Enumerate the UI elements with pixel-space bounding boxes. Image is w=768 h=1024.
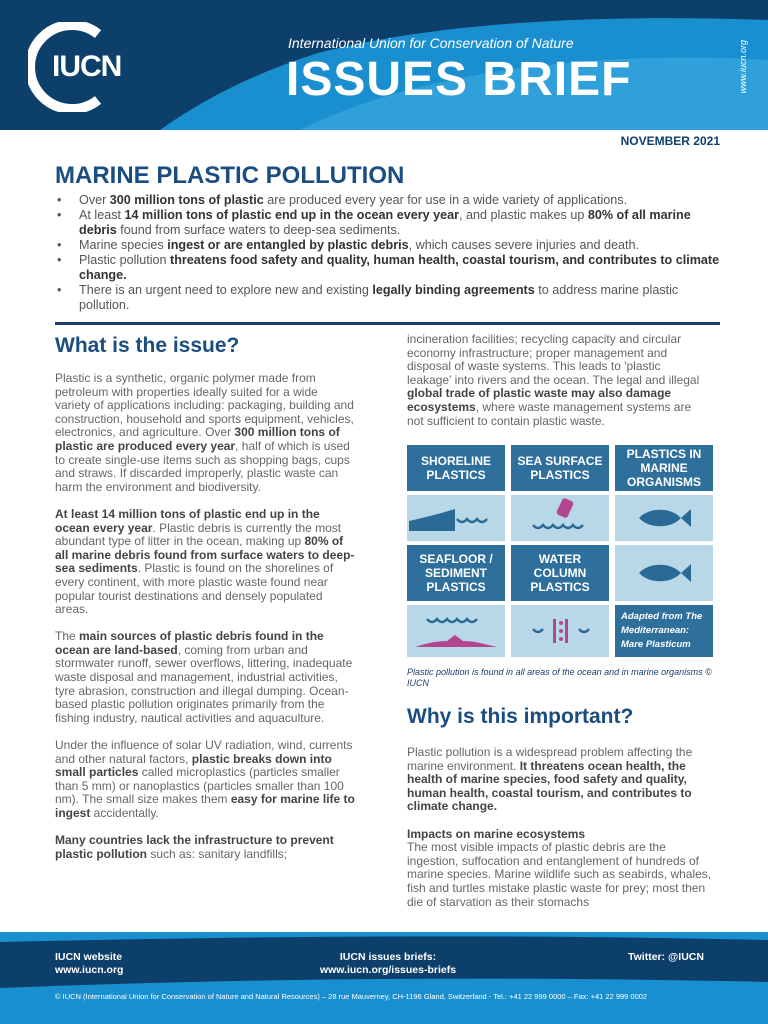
issue-paragraph: Plastic is a synthetic, organic polymer made from petroleum with properties ideally suited for a wide variety of applications including: packaging, building and construction, household and sports equipment, vehicles, electronics, and agriculture. Over 300 million tons of plastic are produced every year, half of which is used to create single-use items such as shopping bags, cups and straws. If discarded improperly, plastic waste can harm the environment and biodiversity. bbox=[55, 371, 354, 494]
label-sea-surface: SEA SURFACE PLASTICS bbox=[511, 445, 609, 491]
label-shoreline: SHORELINE PLASTICS bbox=[407, 445, 505, 491]
website-label: IUCN website bbox=[55, 951, 123, 963]
page-header bbox=[0, 0, 768, 130]
key-point: • Over 300 million tons of plastic are produced every year for use in a wide variety of applications. bbox=[55, 193, 720, 208]
twitter-link[interactable]: Twitter: @IUCN bbox=[628, 951, 704, 963]
organization-name: International Union for Conservation of Nature bbox=[288, 35, 574, 51]
infographic-caption: Plastic pollution is found in all areas of the ocean and in marine organisms © IUCN bbox=[407, 667, 712, 688]
issue-date: NOVEMBER 2021 bbox=[620, 134, 720, 148]
impacts-subheading: Impacts on marine ecosystems bbox=[407, 826, 586, 841]
label-seafloor: SEAFLOOR / SEDIMENT PLASTICS bbox=[407, 545, 505, 601]
issue-paragraph: Under the influence of solar UV radiation, wind, currents and other natural factors, plastic breaks down into small particles called microplastics (particles smaller than 5 mm) or nanoplastics (particles smaller than 100 nm). The small size makes them easy for marine life to ingest accidentally. bbox=[55, 738, 355, 820]
impacts-text: The most visible impacts of plastic debris are the ingestion, suffocation and entanglement of hundreds of marine species. Marine wildlife such as seabirds, whales, fish and turtles mistake plastic waste for prey; most then die of starvation as their stomachs bbox=[407, 840, 712, 909]
importance-intro: Plastic pollution is a widespread problem affecting the marine environment. It threatens ocean health, the health of marine species, food safety and quality, human health, coastal tourism, and contributes to climate change. bbox=[407, 745, 693, 814]
fish-icon bbox=[615, 495, 713, 541]
briefs-label: IUCN issues briefs: bbox=[339, 951, 437, 963]
key-point: • Plastic pollution threatens food safety and quality, human health, coastal tourism, and contributes to climate change. bbox=[55, 253, 720, 283]
page-footer bbox=[0, 932, 768, 1024]
key-point: • There is an urgent need to explore new and existing legally binding agreements to address marine plastic pollution. bbox=[55, 283, 720, 313]
footer-wave bbox=[0, 932, 768, 1024]
key-point: • At least 14 million tons of plastic end up in the ocean every year, and plastic makes up 80% of all marine debris found from surface waters to deep-sea sediments. bbox=[55, 208, 720, 238]
main-title: MARINE PLASTIC POLLUTION bbox=[55, 162, 405, 189]
issue-paragraph: At least 14 million tons of plastic end up in the ocean every year. Plastic debris is currently the most abundant type of litter in the ocean, making up 80% of all marine debris found from surface waters to deep-sea sediments. Plastic is found on the shorelines of every continent, with more plastic waste found near popular tourist destinations and densely populated areas. bbox=[55, 506, 355, 617]
briefs-link[interactable]: www.iucn.org/issues-briefs bbox=[319, 964, 457, 976]
issue-paragraph: Many countries lack the infrastructure to prevent plastic pollution such as: sanitary landfills; bbox=[55, 833, 334, 861]
image-credit: Adapted from The Mediterranean: Mare Plasticum bbox=[615, 605, 713, 657]
fish-icon bbox=[615, 545, 713, 601]
bottle-icon bbox=[511, 495, 609, 541]
right-column-text: incineration facilities; recycling capacity and circular economy infrastructure; proper management and disposal of waste systems. This leads to 'plastic leakage' into rivers and the ocean. The legal and illegal global trade of plastic waste may also damage ecosystems, where waste management systems are not sufficient to contain plastic waste. bbox=[407, 332, 700, 428]
shoreline-icon bbox=[407, 495, 505, 541]
briefs-block bbox=[308, 951, 468, 977]
website-link[interactable]: www.iucn.org bbox=[55, 964, 124, 976]
logo-text: IUCN bbox=[52, 50, 122, 83]
footer-address: © IUCN (International Union for Conservation of Nature and Natural Resources) – 28 rue Mauverney, CH-1196 Gland, Switzerland - Tel.: +41 22 999 0000 – Fax: +41 22 999 0002 bbox=[55, 992, 648, 1001]
importance-body bbox=[407, 746, 712, 909]
label-marine-organisms: PLASTICS IN MARINE ORGANISMS bbox=[615, 445, 713, 491]
issue-heading: What is the issue? bbox=[55, 334, 240, 357]
seafloor-icon bbox=[407, 605, 505, 657]
key-points-list bbox=[55, 193, 720, 313]
issue-body bbox=[55, 372, 355, 875]
brief-title: ISSUES BRIEF bbox=[286, 53, 632, 106]
side-url: www.iucn.org bbox=[738, 40, 748, 94]
plastic-locations-infographic bbox=[407, 445, 713, 657]
label-water-column: WATER COLUMN PLASTICS bbox=[511, 545, 609, 601]
particles-icon bbox=[511, 605, 609, 657]
issue-paragraph: The main sources of plastic debris found in the ocean are land-based, coming from urban and stormwater runoff, sewer overflows, littering, inadequate waste disposal and management, industrial activities, tyre abrasion, construction and illegal dumping. Ocean-based plastic pollution originates primarily from the fishing industry, nautical activities and aquaculture. bbox=[55, 629, 353, 725]
importance-heading: Why is this important? bbox=[407, 705, 634, 728]
key-point: • Marine species ingest or are entangled by plastic debris, which causes severe injuries and death. bbox=[55, 238, 720, 253]
website-block bbox=[55, 951, 123, 977]
section-divider bbox=[55, 322, 720, 325]
